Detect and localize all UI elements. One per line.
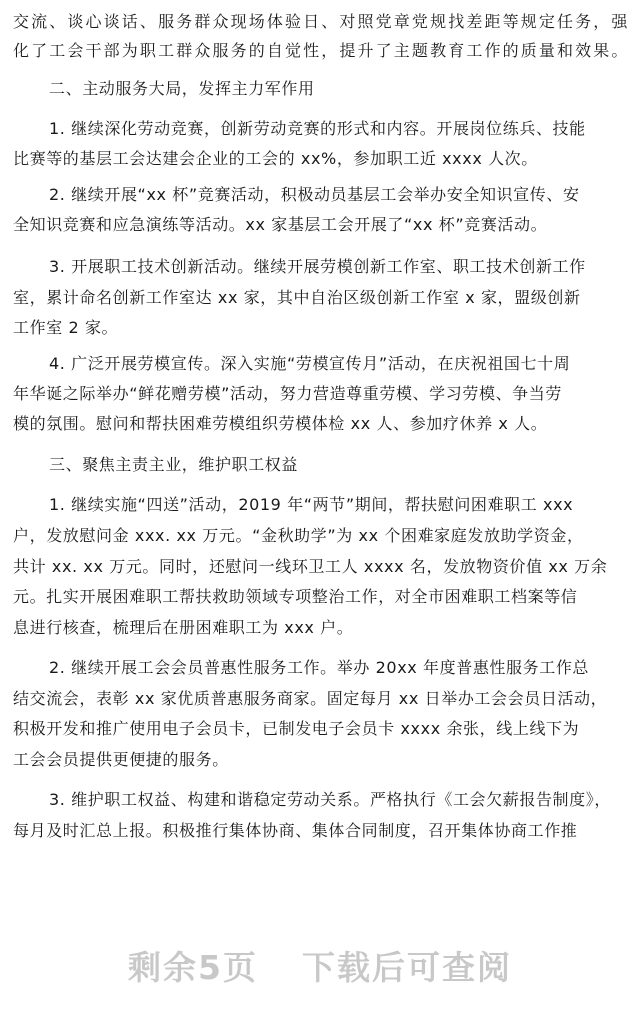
text-line: 年华诞之际举办“鲜花赠劳模”活动，努力营造尊重劳模、学习劳模、争当劳 (13, 384, 562, 403)
text-line: 工作室 2 家。 (13, 318, 119, 337)
text-line: 2. 继续开展工会会员普惠性服务工作。举办 20xx 年度普惠性服务工作总 (49, 658, 590, 677)
section-heading: 二、主动服务大局，发挥主力军作用 (49, 79, 315, 98)
text-line: 1. 继续实施“四送”活动，2019 年“两节”期间，帮扶慰问困难职工 xxx (49, 495, 574, 514)
text-line: 比赛等的基层工会达建会企业的工会的 xx%，参加职工近 xxxx 人次。 (13, 149, 538, 168)
text-line: 4. 广泛开展劳模宣传。深入实施“劳模宣传月”活动，在庆祝祖国七十周 (49, 354, 571, 373)
text-line: 1. 继续深化劳动竞赛，创新劳动竞赛的形式和内容。开展岗位练兵、技能 (49, 119, 586, 138)
text-line: 户，发放慰问金 xxx. xx 万元。“金秋助学”为 xx 个困难家庭发放助学资金， (13, 526, 584, 545)
text-line: 元。扎实开展困难职工帮扶救助领域专项整治工作，对全市困难职工档案等信 (13, 587, 578, 606)
text-line: 结交流会，表彰 xx 家优质普惠服务商家。固定每月 xx 日举办工会会员日活动， (13, 689, 608, 708)
text-line: 共计 xx. xx 万元。同时，还慰问一线环卫工人 xxxx 名，发放物资价值 xx 万余 (13, 557, 608, 576)
remaining-pages-label: 剩余5页 (128, 948, 258, 987)
text-line: 积极开发和推广使用电子会员卡，已制发电子会员卡 xxxx 余张，线上线下为 (13, 719, 580, 738)
text-line: 2. 继续开展“xx 杯”竞赛活动，积极动员基层工会举办安全知识宣传、安 (49, 185, 580, 204)
text-line: 息进行核查，梳理后在册困难职工为 xxx 户。 (13, 618, 354, 637)
section-heading: 三、聚焦主责主业，维护职工权益 (49, 455, 299, 474)
text-line: 3. 开展职工技术创新活动。继续开展劳模创新工作室、职工技术创新工作 (49, 257, 586, 276)
text-line: 模的氛围。慰问和帮扶困难劳模组织劳模体检 xx 人、参加疗休养 x 人。 (13, 414, 548, 433)
text-line: 3. 维护职工权益、构建和谐稳定劳动关系。严格执行《工会欠薪报告制度》， (49, 790, 611, 809)
text-line: 化了工会干部为职工群众服务的自觉性，提升了主题教育工作的质量和效果。 (13, 41, 628, 60)
text-line: 室，累计命名创新工作室达 xx 家，其中自治区级创新工作室 x 家，盟级创新 (13, 288, 581, 307)
download-banner[interactable] (0, 942, 640, 989)
text-line: 每月及时汇总上报。积极推行集体协商、集体合同制度，召开集体协商工作推 (13, 821, 578, 840)
text-line: 交流、谈心谈话、服务群众现场体验日、对照党章党规找差距等规定任务，强 (13, 12, 628, 31)
download-prompt-label: 下载后可查阅 (301, 948, 512, 987)
text-line: 工会会员提供更便捷的服务。 (13, 750, 229, 769)
text-line: 全知识竞赛和应急演练等活动。xx 家基层工会开展了“xx 杯”竞赛活动。 (13, 215, 548, 234)
